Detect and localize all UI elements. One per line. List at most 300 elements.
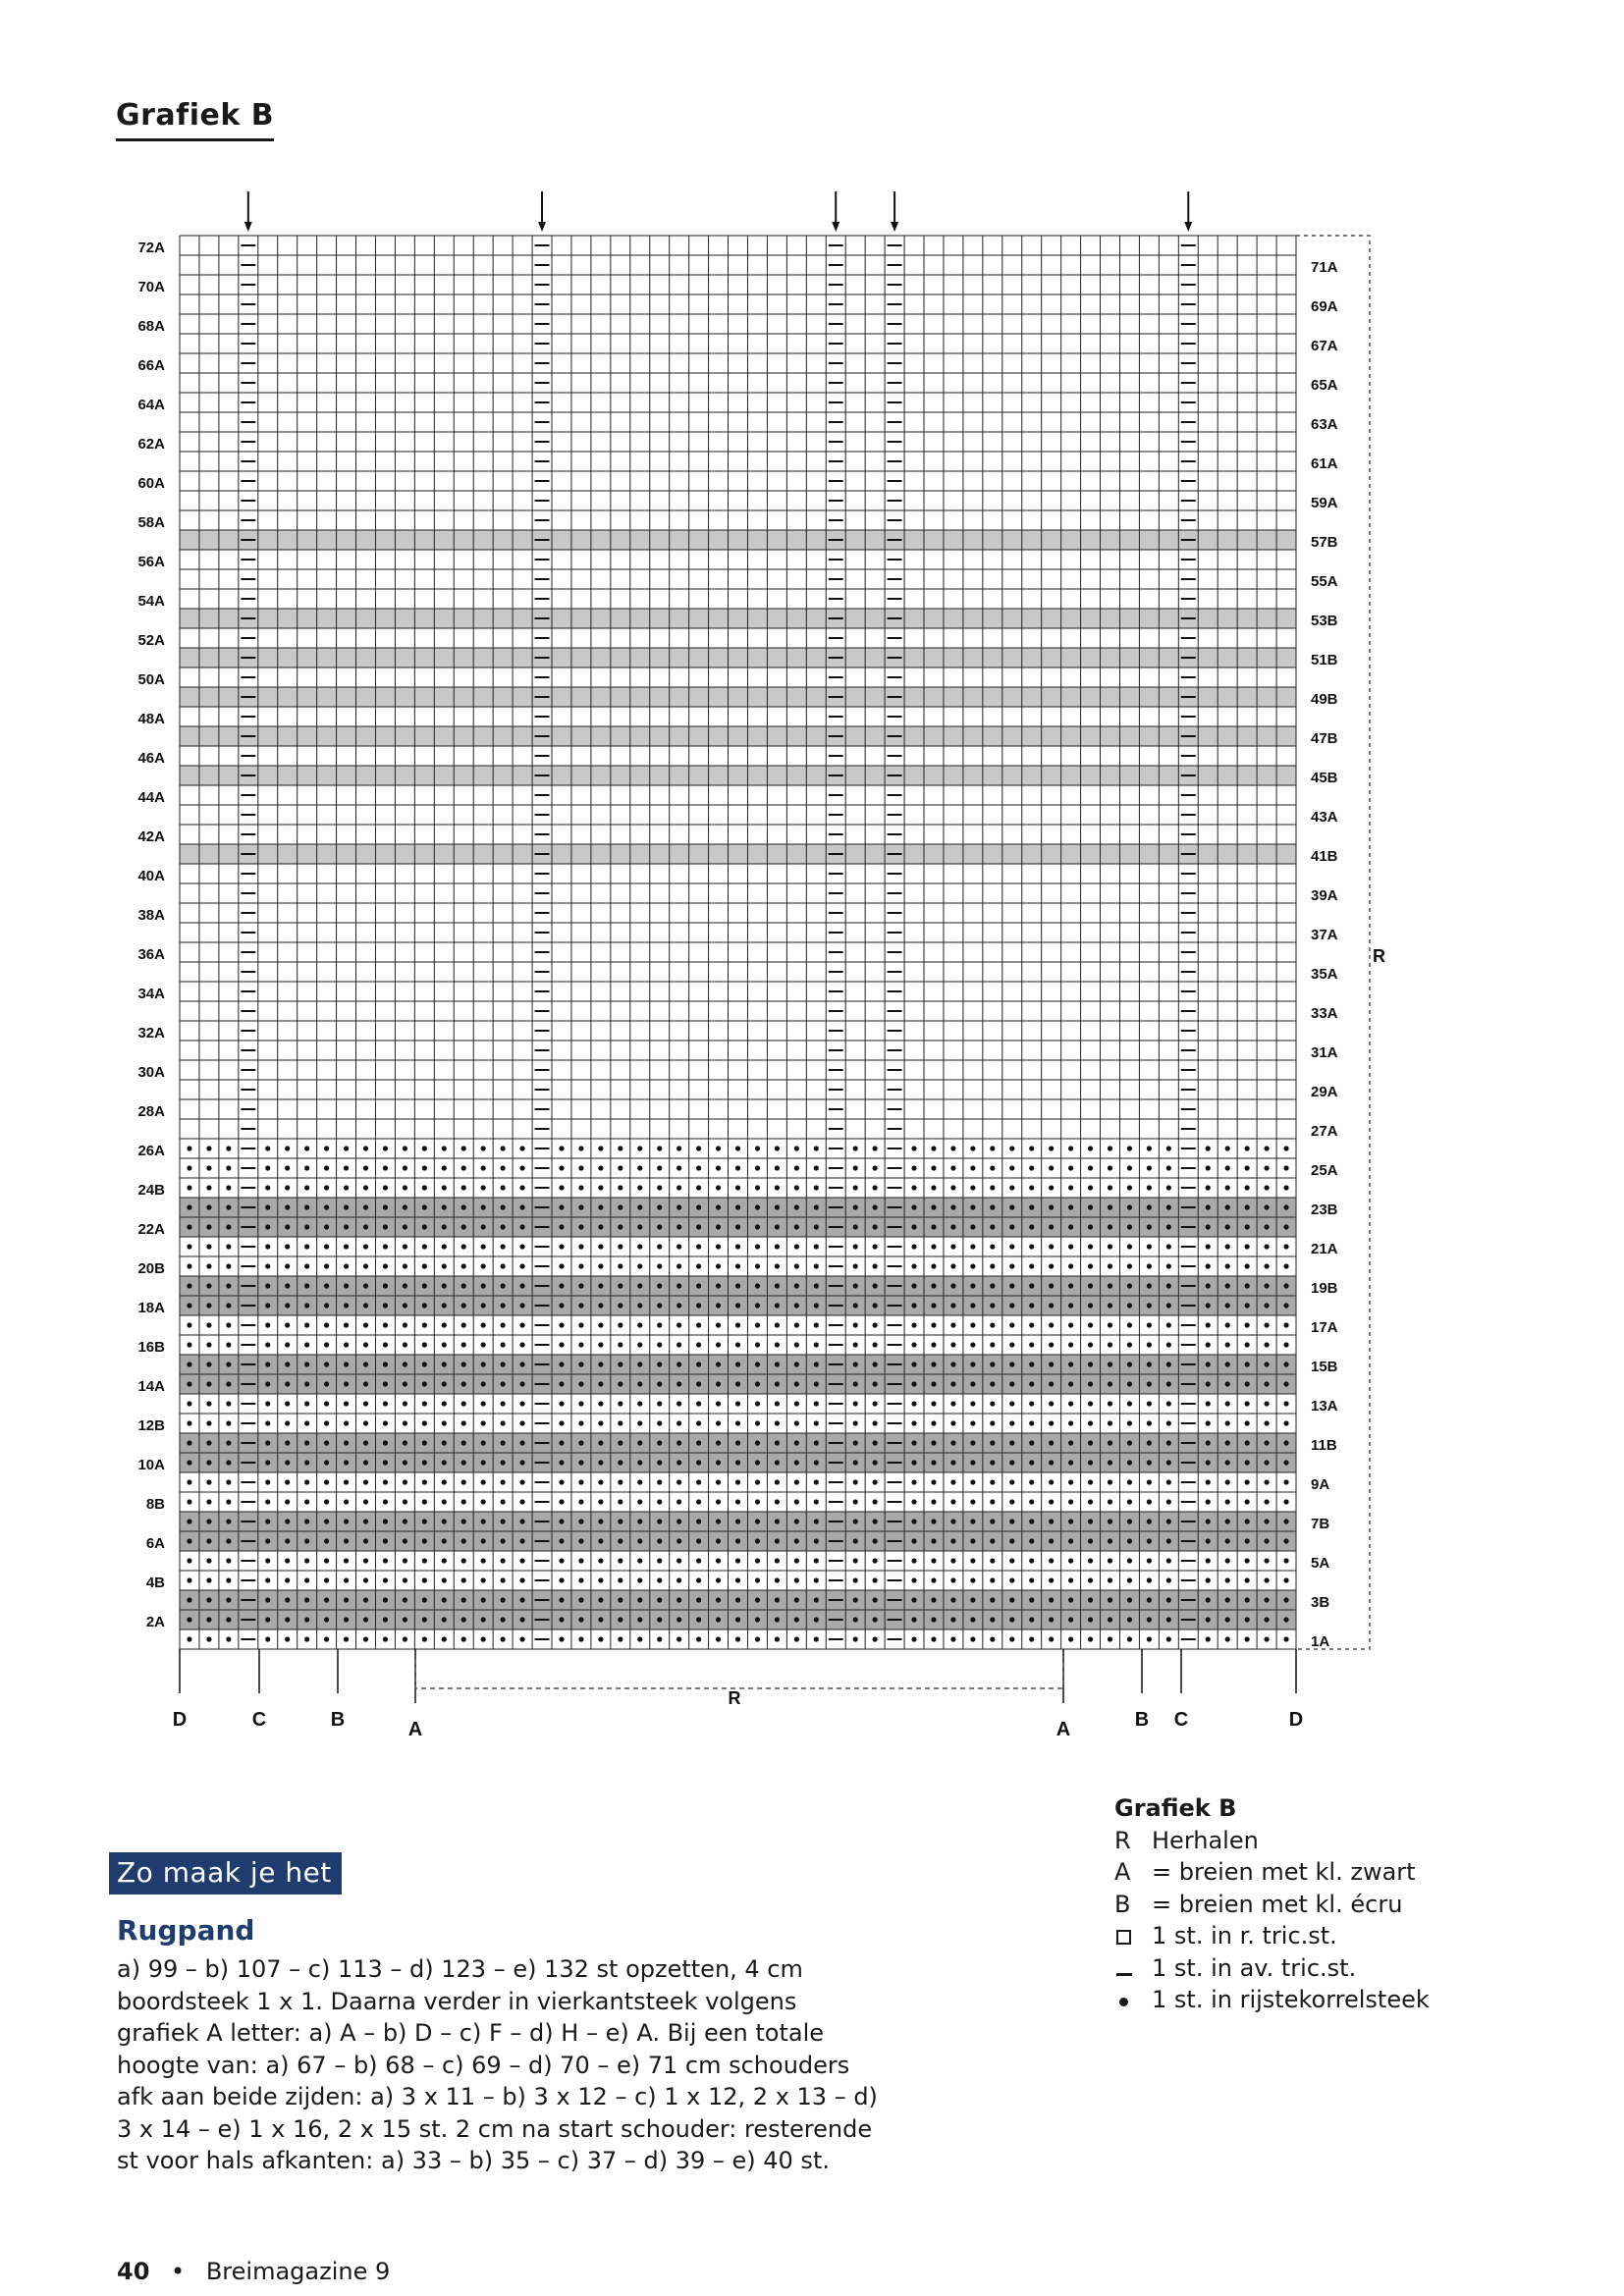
row-label-right: 7B bbox=[1311, 1516, 1330, 1532]
seed-dot bbox=[814, 1342, 819, 1347]
seed-dot bbox=[442, 1401, 447, 1406]
seed-dot bbox=[1127, 1283, 1132, 1288]
seed-dot bbox=[442, 1597, 447, 1602]
seed-dot bbox=[873, 1597, 878, 1602]
seed-dot bbox=[1283, 1204, 1288, 1209]
seed-dot bbox=[677, 1538, 681, 1543]
seed-dot bbox=[265, 1440, 270, 1445]
seed-dot bbox=[304, 1342, 309, 1347]
seed-dot bbox=[519, 1185, 524, 1190]
seed-dot bbox=[755, 1263, 760, 1268]
seed-dot bbox=[970, 1185, 975, 1190]
seed-dot bbox=[481, 1499, 486, 1504]
seed-dot bbox=[911, 1283, 916, 1288]
seed-dot bbox=[578, 1185, 583, 1190]
seed-dot bbox=[1245, 1558, 1250, 1563]
seed-dot bbox=[344, 1460, 349, 1465]
seed-dot bbox=[344, 1617, 349, 1622]
seed-dot bbox=[1206, 1204, 1211, 1209]
seed-dot bbox=[422, 1519, 427, 1523]
seed-dot bbox=[775, 1204, 780, 1209]
seed-dot bbox=[716, 1460, 721, 1465]
seed-dot bbox=[461, 1381, 466, 1386]
seed-dot bbox=[1009, 1499, 1014, 1504]
row-label-right: 15B bbox=[1311, 1359, 1338, 1375]
seed-dot bbox=[324, 1577, 329, 1582]
seed-dot bbox=[578, 1146, 583, 1150]
seed-dot bbox=[814, 1597, 819, 1602]
seed-dot bbox=[519, 1440, 524, 1445]
seed-dot bbox=[1088, 1538, 1093, 1543]
seed-dot bbox=[226, 1577, 231, 1582]
seed-dot bbox=[911, 1519, 916, 1523]
row-label-left: 32A bbox=[137, 1025, 165, 1041]
seed-dot bbox=[716, 1165, 721, 1170]
seed-dot bbox=[578, 1244, 583, 1249]
seed-dot bbox=[950, 1263, 955, 1268]
seed-dot bbox=[755, 1283, 760, 1288]
seed-dot bbox=[226, 1499, 231, 1504]
seed-dot bbox=[1088, 1420, 1093, 1425]
seed-dot bbox=[324, 1185, 329, 1190]
seed-dot bbox=[814, 1519, 819, 1523]
seed-dot bbox=[716, 1303, 721, 1308]
seed-dot bbox=[1108, 1460, 1112, 1465]
seed-dot bbox=[696, 1538, 701, 1543]
seed-dot bbox=[442, 1362, 447, 1366]
seed-dot bbox=[344, 1165, 349, 1170]
seed-dot bbox=[990, 1617, 995, 1622]
seed-dot bbox=[814, 1499, 819, 1504]
seed-dot bbox=[304, 1401, 309, 1406]
seed-dot bbox=[911, 1362, 916, 1366]
seed-dot bbox=[422, 1362, 427, 1366]
seed-dot bbox=[226, 1244, 231, 1249]
seed-dot bbox=[677, 1401, 681, 1406]
seed-dot bbox=[559, 1381, 564, 1386]
seed-dot bbox=[755, 1538, 760, 1543]
seed-dot bbox=[187, 1538, 191, 1543]
row-label-left: 6A bbox=[145, 1535, 165, 1552]
seed-dot bbox=[637, 1244, 642, 1249]
row-label-right: 1A bbox=[1311, 1633, 1330, 1650]
seed-dot bbox=[285, 1558, 290, 1563]
seed-dot bbox=[1049, 1636, 1054, 1641]
seed-dot bbox=[794, 1204, 799, 1209]
seed-dot bbox=[578, 1224, 583, 1229]
seed-dot bbox=[1088, 1146, 1093, 1150]
seed-dot bbox=[1206, 1577, 1211, 1582]
seed-dot bbox=[814, 1283, 819, 1288]
seed-dot bbox=[559, 1165, 564, 1170]
seed-dot bbox=[578, 1558, 583, 1563]
seed-dot bbox=[970, 1440, 975, 1445]
seed-dot bbox=[873, 1322, 878, 1327]
seed-dot bbox=[383, 1479, 388, 1484]
row-label-right: 11B bbox=[1311, 1437, 1337, 1454]
seed-dot bbox=[187, 1597, 191, 1602]
seed-dot bbox=[1049, 1244, 1054, 1249]
row-label-left: 8B bbox=[145, 1496, 165, 1513]
seed-dot bbox=[1147, 1342, 1152, 1347]
seed-dot bbox=[304, 1538, 309, 1543]
seed-dot bbox=[226, 1146, 231, 1150]
seed-dot bbox=[1283, 1460, 1288, 1465]
instruction-line: st voor hals afkanten: a) 33 – b) 35 – c) 37 – d) 39 – e) 40 st. bbox=[117, 2147, 830, 2174]
seed-dot bbox=[931, 1401, 936, 1406]
seed-dot bbox=[1009, 1342, 1014, 1347]
seed-dot bbox=[1206, 1381, 1211, 1386]
seed-dot bbox=[461, 1362, 466, 1366]
row-label-left: 20B bbox=[137, 1260, 165, 1277]
seed-dot bbox=[187, 1362, 191, 1366]
seed-dot bbox=[324, 1165, 329, 1170]
seed-dot bbox=[324, 1204, 329, 1209]
seed-dot bbox=[970, 1479, 975, 1484]
seed-dot bbox=[1225, 1499, 1230, 1504]
seed-dot bbox=[873, 1519, 878, 1523]
seed-dot bbox=[657, 1519, 662, 1523]
seed-dot bbox=[755, 1381, 760, 1386]
seed-dot bbox=[637, 1185, 642, 1190]
seed-dot bbox=[657, 1538, 662, 1543]
seed-dot bbox=[1029, 1303, 1034, 1308]
seed-dot bbox=[755, 1342, 760, 1347]
seed-dot bbox=[677, 1479, 681, 1484]
seed-dot bbox=[1166, 1558, 1171, 1563]
footer-bullet: • bbox=[171, 2258, 186, 2285]
seed-dot bbox=[716, 1617, 721, 1622]
seed-dot bbox=[775, 1185, 780, 1190]
seed-dot bbox=[501, 1283, 506, 1288]
seed-dot bbox=[950, 1499, 955, 1504]
repeat-label-right: R bbox=[1373, 946, 1385, 966]
row-label-right: 57B bbox=[1311, 534, 1338, 551]
legend-value-a: = breien met kl. zwart bbox=[1152, 1858, 1416, 1886]
seed-dot bbox=[383, 1401, 388, 1406]
seed-dot bbox=[1264, 1244, 1269, 1249]
row-label-right: 31A bbox=[1311, 1044, 1338, 1061]
seed-dot bbox=[1068, 1401, 1073, 1406]
seed-dot bbox=[1009, 1224, 1014, 1229]
seed-dot bbox=[1068, 1185, 1073, 1190]
seed-dot bbox=[1009, 1440, 1014, 1445]
seed-dot bbox=[1108, 1519, 1112, 1523]
seed-dot bbox=[383, 1617, 388, 1622]
seed-dot bbox=[403, 1558, 407, 1563]
seed-dot bbox=[383, 1597, 388, 1602]
seed-dot bbox=[1225, 1420, 1230, 1425]
seed-dot bbox=[304, 1224, 309, 1229]
seed-dot bbox=[911, 1146, 916, 1150]
seed-dot bbox=[873, 1165, 878, 1170]
seed-dot bbox=[226, 1597, 231, 1602]
seed-dot bbox=[559, 1617, 564, 1622]
seed-dot bbox=[403, 1303, 407, 1308]
seed-dot bbox=[1264, 1440, 1269, 1445]
section-tag: Zo maak je het bbox=[109, 1852, 342, 1895]
seed-dot bbox=[1029, 1401, 1034, 1406]
seed-dot bbox=[1068, 1597, 1073, 1602]
seed-dot bbox=[716, 1185, 721, 1190]
seed-dot bbox=[598, 1165, 603, 1170]
seed-dot bbox=[853, 1519, 858, 1523]
size-marker-label: C bbox=[251, 1709, 267, 1731]
seed-dot bbox=[1147, 1224, 1152, 1229]
size-marker-label: D bbox=[172, 1709, 188, 1731]
seed-dot bbox=[677, 1342, 681, 1347]
seed-dot bbox=[344, 1538, 349, 1543]
seed-dot bbox=[578, 1420, 583, 1425]
seed-dot bbox=[1088, 1204, 1093, 1209]
down-arrow-icon bbox=[538, 222, 546, 232]
seed-dot bbox=[1147, 1420, 1152, 1425]
row-label-left: 30A bbox=[137, 1064, 165, 1081]
seed-dot bbox=[285, 1420, 290, 1425]
seed-dot bbox=[206, 1204, 211, 1209]
seed-dot bbox=[1245, 1165, 1250, 1170]
seed-dot bbox=[461, 1577, 466, 1582]
seed-dot bbox=[853, 1617, 858, 1622]
seed-dot bbox=[657, 1342, 662, 1347]
seed-dot bbox=[344, 1303, 349, 1308]
seed-dot bbox=[735, 1322, 740, 1327]
seed-dot bbox=[1166, 1519, 1171, 1523]
seed-dot bbox=[559, 1597, 564, 1602]
contrast-row bbox=[180, 726, 1296, 746]
seed-dot bbox=[950, 1342, 955, 1347]
seed-dot bbox=[363, 1303, 368, 1308]
seed-dot bbox=[755, 1303, 760, 1308]
seed-dot bbox=[501, 1185, 506, 1190]
seed-dot bbox=[1049, 1460, 1054, 1465]
seed-dot bbox=[285, 1636, 290, 1641]
seed-dot bbox=[1206, 1146, 1211, 1150]
seed-dot bbox=[559, 1519, 564, 1523]
seed-dot bbox=[344, 1558, 349, 1563]
seed-dot bbox=[775, 1538, 780, 1543]
seed-dot bbox=[1206, 1558, 1211, 1563]
seed-dot bbox=[1009, 1244, 1014, 1249]
seed-dot bbox=[677, 1146, 681, 1150]
seed-dot bbox=[265, 1204, 270, 1209]
seed-dot bbox=[873, 1146, 878, 1150]
seed-dot bbox=[285, 1440, 290, 1445]
seed-dot bbox=[853, 1401, 858, 1406]
seed-dot bbox=[931, 1204, 936, 1209]
seed-dot bbox=[853, 1381, 858, 1386]
seed-dot bbox=[578, 1401, 583, 1406]
seed-dot bbox=[853, 1244, 858, 1249]
seed-dot bbox=[578, 1538, 583, 1543]
seed-dot bbox=[1088, 1401, 1093, 1406]
seed-dot bbox=[657, 1597, 662, 1602]
seed-dot bbox=[1088, 1597, 1093, 1602]
seed-dot bbox=[735, 1224, 740, 1229]
seed-dot bbox=[304, 1244, 309, 1249]
seed-dot bbox=[794, 1401, 799, 1406]
seed-dot bbox=[1088, 1342, 1093, 1347]
seed-dot bbox=[657, 1479, 662, 1484]
row-label-left: 28A bbox=[137, 1103, 165, 1120]
seed-dot bbox=[1283, 1322, 1288, 1327]
seed-dot bbox=[1088, 1440, 1093, 1445]
seed-dot bbox=[716, 1322, 721, 1327]
seed-dot bbox=[1166, 1322, 1171, 1327]
seed-dot bbox=[1108, 1558, 1112, 1563]
seed-dot bbox=[1264, 1636, 1269, 1641]
seed-dot bbox=[1127, 1636, 1132, 1641]
seed-dot bbox=[950, 1636, 955, 1641]
seed-dot bbox=[716, 1558, 721, 1563]
seed-dot bbox=[716, 1499, 721, 1504]
seed-dot bbox=[950, 1381, 955, 1386]
seed-dot bbox=[970, 1519, 975, 1523]
seed-dot bbox=[1225, 1185, 1230, 1190]
seed-dot bbox=[716, 1224, 721, 1229]
seed-dot bbox=[1068, 1519, 1073, 1523]
seed-dot bbox=[1068, 1204, 1073, 1209]
seed-dot bbox=[853, 1322, 858, 1327]
row-label-right: 55A bbox=[1311, 573, 1338, 590]
seed-dot bbox=[403, 1322, 407, 1327]
seed-dot bbox=[853, 1342, 858, 1347]
seed-dot bbox=[618, 1204, 623, 1209]
seed-dot bbox=[1049, 1283, 1054, 1288]
seed-dot bbox=[755, 1577, 760, 1582]
seed-dot bbox=[911, 1558, 916, 1563]
seed-dot bbox=[1283, 1499, 1288, 1504]
seed-dot bbox=[1068, 1165, 1073, 1170]
seed-dot bbox=[265, 1244, 270, 1249]
seed-dot bbox=[990, 1146, 995, 1150]
row-label-right: 25A bbox=[1311, 1162, 1338, 1179]
seed-dot bbox=[519, 1146, 524, 1150]
seed-dot bbox=[285, 1499, 290, 1504]
seed-dot bbox=[1166, 1381, 1171, 1386]
seed-dot bbox=[226, 1440, 231, 1445]
seed-dot bbox=[304, 1636, 309, 1641]
seed-dot bbox=[442, 1577, 447, 1582]
seed-dot bbox=[226, 1224, 231, 1229]
seed-dot bbox=[403, 1244, 407, 1249]
seed-dot bbox=[1147, 1617, 1152, 1622]
seed-dot bbox=[696, 1558, 701, 1563]
seed-dot bbox=[1225, 1636, 1230, 1641]
seed-dot bbox=[1049, 1185, 1054, 1190]
seed-dot bbox=[481, 1381, 486, 1386]
seed-dot bbox=[1245, 1204, 1250, 1209]
seed-dot bbox=[755, 1597, 760, 1602]
row-label-left: 50A bbox=[137, 671, 165, 688]
seed-dot bbox=[873, 1283, 878, 1288]
seed-dot bbox=[403, 1440, 407, 1445]
row-label-left: 64A bbox=[137, 397, 165, 413]
seed-dot bbox=[422, 1440, 427, 1445]
seed-dot bbox=[1068, 1381, 1073, 1386]
seed-dot bbox=[324, 1440, 329, 1445]
seed-dot bbox=[481, 1440, 486, 1445]
seed-dot bbox=[1206, 1499, 1211, 1504]
seed-dot bbox=[775, 1558, 780, 1563]
seed-dot bbox=[1147, 1519, 1152, 1523]
seed-dot bbox=[285, 1146, 290, 1150]
seed-dot bbox=[422, 1244, 427, 1249]
seed-dot bbox=[1225, 1401, 1230, 1406]
seed-dot bbox=[1127, 1342, 1132, 1347]
row-label-right: 43A bbox=[1311, 809, 1338, 826]
seed-dot bbox=[950, 1204, 955, 1209]
seed-dot bbox=[285, 1244, 290, 1249]
seed-dot bbox=[853, 1146, 858, 1150]
seed-dot bbox=[970, 1146, 975, 1150]
seed-dot bbox=[501, 1499, 506, 1504]
seed-dot bbox=[1009, 1479, 1014, 1484]
seed-dot bbox=[990, 1519, 995, 1523]
seed-dot bbox=[970, 1381, 975, 1386]
seed-dot bbox=[383, 1538, 388, 1543]
seed-dot bbox=[304, 1322, 309, 1327]
seed-dot bbox=[814, 1479, 819, 1484]
seed-dot bbox=[755, 1244, 760, 1249]
seed-dot bbox=[990, 1558, 995, 1563]
seed-dot bbox=[324, 1283, 329, 1288]
legend-value-purl: 1 st. in av. tric.st. bbox=[1152, 1953, 1357, 1982]
seed-dot bbox=[501, 1558, 506, 1563]
seed-dot bbox=[1029, 1283, 1034, 1288]
legend-key-r: R bbox=[1114, 1826, 1131, 1854]
seed-dot bbox=[696, 1440, 701, 1445]
seed-dot bbox=[911, 1479, 916, 1484]
seed-dot bbox=[442, 1303, 447, 1308]
seed-dot bbox=[1029, 1381, 1034, 1386]
seed-dot bbox=[931, 1499, 936, 1504]
seed-dot bbox=[187, 1479, 191, 1484]
row-label-right: 61A bbox=[1311, 455, 1338, 472]
seed-dot bbox=[324, 1362, 329, 1366]
seed-dot bbox=[931, 1381, 936, 1386]
seed-dot bbox=[1029, 1538, 1034, 1543]
seed-dot bbox=[1245, 1185, 1250, 1190]
seed-dot bbox=[755, 1420, 760, 1425]
seed-dot bbox=[304, 1558, 309, 1563]
seed-dot bbox=[990, 1283, 995, 1288]
seed-dot bbox=[501, 1381, 506, 1386]
seed-dot bbox=[461, 1263, 466, 1268]
seed-dot bbox=[285, 1460, 290, 1465]
seed-dot bbox=[442, 1322, 447, 1327]
seed-dot bbox=[735, 1479, 740, 1484]
seed-dot bbox=[226, 1558, 231, 1563]
seed-dot bbox=[677, 1381, 681, 1386]
seed-dot bbox=[657, 1558, 662, 1563]
seed-dot bbox=[1166, 1224, 1171, 1229]
seed-dot bbox=[422, 1342, 427, 1347]
seed-dot bbox=[559, 1538, 564, 1543]
seed-dot bbox=[873, 1460, 878, 1465]
seed-dot bbox=[970, 1401, 975, 1406]
seed-dot bbox=[559, 1401, 564, 1406]
seed-dot bbox=[1283, 1303, 1288, 1308]
seed-dot bbox=[265, 1165, 270, 1170]
seed-dot bbox=[950, 1185, 955, 1190]
seed-dot bbox=[794, 1342, 799, 1347]
seed-dot bbox=[1225, 1479, 1230, 1484]
row-label-right: 21A bbox=[1311, 1241, 1338, 1257]
seed-dot bbox=[481, 1519, 486, 1523]
seed-dot bbox=[1049, 1165, 1054, 1170]
seed-dot bbox=[461, 1303, 466, 1308]
